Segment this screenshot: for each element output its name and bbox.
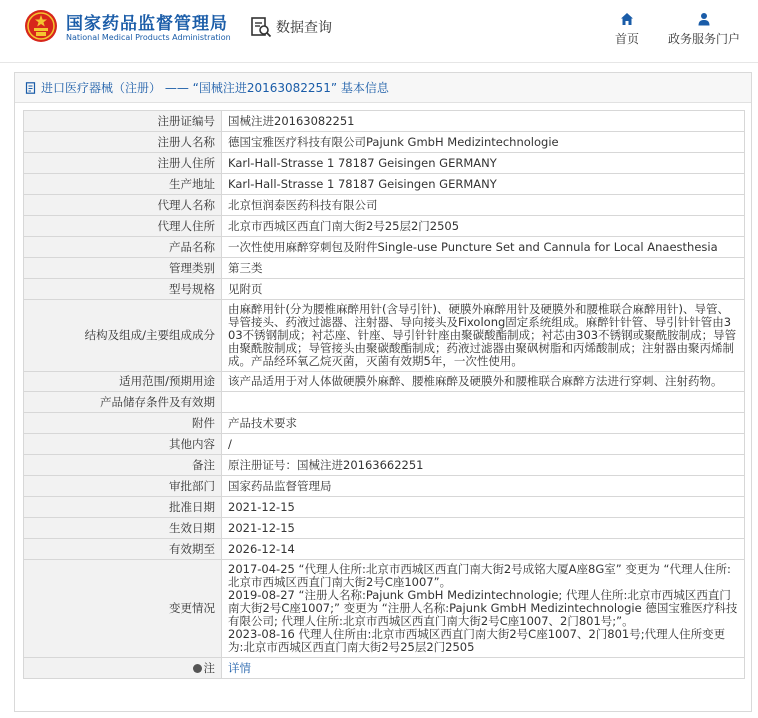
field-label: 批准日期	[24, 497, 222, 518]
table-row	[24, 434, 745, 455]
field-value: 产品技术要求	[222, 413, 745, 434]
field-label: 注册人名称	[24, 132, 222, 153]
site-header	[0, 0, 758, 62]
panel-title: 进口医疗器械（注册） —— “国械注进20163082251” 基本信息	[41, 81, 389, 95]
brand-title[interactable]: 国家药品监督管理局	[66, 14, 228, 34]
emblem-icon[interactable]	[24, 9, 58, 43]
field-label: 代理人住所	[24, 216, 222, 237]
table-row	[24, 539, 745, 560]
field-value: 见附页	[222, 279, 745, 300]
table-row	[24, 413, 745, 434]
field-label: 产品储存条件及有效期	[24, 392, 222, 413]
field-label: 管理类别	[24, 258, 222, 279]
brand-subtitle: National Medical Products Administration	[66, 33, 231, 42]
field-label: 适用范围/预期用途	[24, 372, 222, 392]
field-label: 注册人住所	[24, 153, 222, 174]
table-row	[24, 497, 745, 518]
field-value: /	[222, 434, 745, 455]
data-query-link[interactable]	[250, 15, 332, 39]
field-value: 国家药品监督管理局	[222, 476, 745, 497]
nav-service-portal[interactable]	[664, 12, 744, 47]
field-value: 2026-12-14	[222, 539, 745, 560]
field-label: 产品名称	[24, 237, 222, 258]
field-value: Karl-Hall-Strasse 1 78187 Geisingen GERMANY	[222, 174, 745, 195]
nav-home-label: 首页	[614, 32, 639, 46]
field-label: 生效日期	[24, 518, 222, 539]
field-value: 北京市西城区西直门南大街2号25层2门2505	[222, 216, 745, 237]
field-value: 德国宝雅医疗科技有限公司Pajunk GmbH Medizintechnologie	[222, 132, 745, 153]
table-row	[24, 476, 745, 497]
change-entry: 2023-08-16 代理人住所由:北京市西城区西直门南大街2号C座1007、2门801号;代理人住所变更为:北京市西城区西直门南大街2号25层2门2505	[228, 627, 726, 654]
field-value: 由麻醉用针(分为腰椎麻醉用针(含导引针)、硬膜外麻醉用针及硬膜外和腰椎联合麻醉用针)、导管、导管接头、药液过滤器、注射器、导向接头及Fixolong固定系统组成。麻醉针针管、导引针针管由303不锈钢制成；衬芯座、针座、导引针针座由聚碳酸酯制成；衬芯由303不锈钢或聚酰胺制成；导管由聚酰胺制成；导管接头由聚碳酸酯制成；药液过滤器由聚砜树脂和丙烯酸制成；注射器由聚丙烯制成。产品经环氧乙烷灭菌，灭菌有效期5年，一次性使用。	[222, 300, 745, 372]
nav-home[interactable]	[612, 12, 642, 47]
nav-portal-label: 政务服务门户	[667, 32, 740, 46]
table-row	[24, 258, 745, 279]
field-label: 备注	[24, 455, 222, 476]
field-label: 有效期至	[24, 539, 222, 560]
field-label: 注册证编号	[24, 111, 222, 132]
home-icon	[620, 12, 634, 26]
detail-panel	[14, 72, 752, 712]
change-entry: 2017-04-25 “代理人住所:北京市西城区西直门南大街2号成铭大厦A座8G室” 变更为 “代理人住所:北京市西城区西直门南大街2号C座1007”。	[228, 562, 731, 589]
field-label: 审批部门	[24, 476, 222, 497]
document-icon	[25, 82, 37, 94]
table-row	[24, 132, 745, 153]
user-icon	[697, 12, 711, 26]
details-link[interactable]: 详情	[228, 660, 251, 675]
notes-label: 注	[203, 660, 215, 675]
table-row	[24, 195, 745, 216]
table-row	[24, 279, 745, 300]
note-icon	[193, 664, 202, 673]
table-row	[24, 237, 745, 258]
field-value: Karl-Hall-Strasse 1 78187 Geisingen GERMANY	[222, 153, 745, 174]
field-value: 2021-12-15	[222, 497, 745, 518]
table-row	[24, 111, 745, 132]
field-label: 代理人名称	[24, 195, 222, 216]
table-row	[24, 372, 745, 392]
change-entry: 2019-08-27 “注册人名称:Pajunk GmbH Medizintechnologie; 代理人住所:北京市西城区西直门南大街2号C座1007;” 变更为 “注册人名称:Pajunk GmbH Medizintechnologie 德国宝雅医疗科技有限公司; 代理人住所:北京市西城区西直门南大街2号C座1007、2门801号;”。	[228, 588, 738, 628]
registration-info-table	[23, 110, 745, 679]
field-value: 原注册证号：国械注进20163662251	[222, 455, 745, 476]
notes-value-cell	[222, 658, 745, 679]
panel-header	[15, 73, 751, 103]
document-search-icon	[250, 16, 272, 38]
change-history-value	[222, 560, 745, 658]
table-row	[24, 392, 745, 413]
field-label: 结构及组成/主要组成成分	[24, 300, 222, 372]
field-value: 2021-12-15	[222, 518, 745, 539]
field-value: 一次性使用麻醉穿刺包及附件Single-use Puncture Set and Cannula for Local Anaesthesia	[222, 237, 745, 258]
field-label: 附件	[24, 413, 222, 434]
table-row	[24, 174, 745, 195]
field-label: 变更情况	[24, 560, 222, 658]
field-value	[222, 392, 745, 413]
field-value: 北京恒润泰医药科技有限公司	[222, 195, 745, 216]
field-label: 其他内容	[24, 434, 222, 455]
field-label: 型号规格	[24, 279, 222, 300]
table-row	[24, 518, 745, 539]
table-row	[24, 153, 745, 174]
header-divider	[0, 62, 758, 63]
data-query-label: 数据查询	[276, 20, 332, 36]
field-label: 生产地址	[24, 174, 222, 195]
change-history-row	[24, 560, 745, 658]
field-value: 第三类	[222, 258, 745, 279]
notes-row	[24, 658, 745, 679]
notes-label-cell	[24, 658, 222, 679]
table-row	[24, 216, 745, 237]
table-row	[24, 300, 745, 372]
table-row	[24, 455, 745, 476]
field-value: 该产品适用于对人体做硬膜外麻醉、腰椎麻醉及硬膜外和腰椎联合麻醉方法进行穿刺、注射药物。	[222, 372, 745, 392]
field-value: 国械注进20163082251	[222, 111, 745, 132]
